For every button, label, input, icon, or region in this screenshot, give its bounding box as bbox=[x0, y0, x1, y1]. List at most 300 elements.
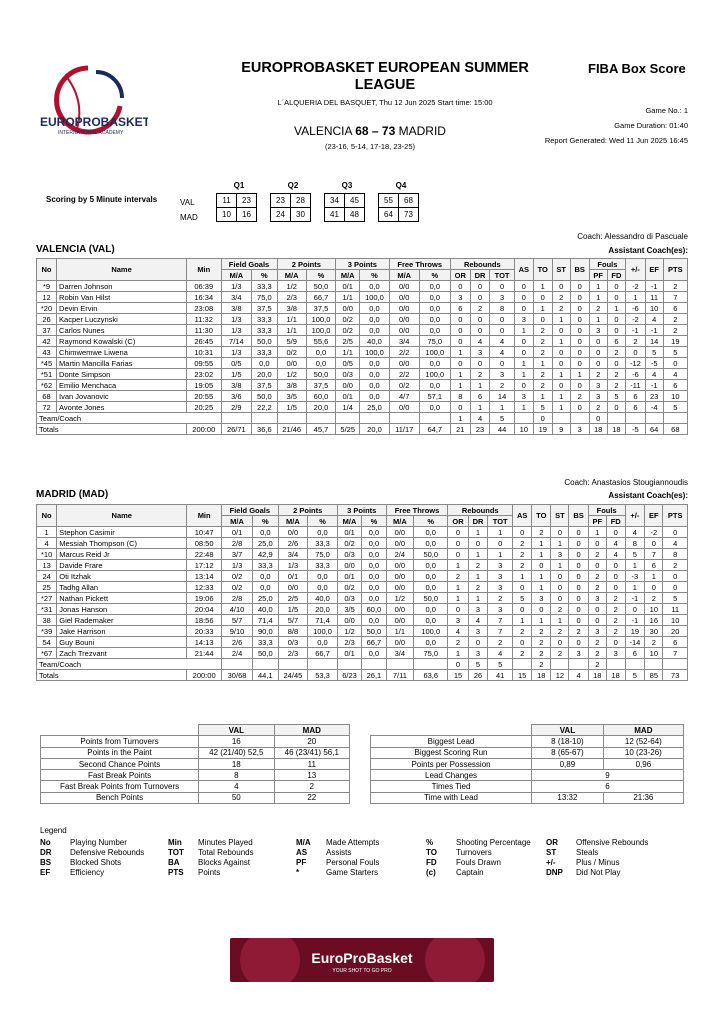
quarter-label: Q4 bbox=[395, 181, 407, 190]
stat-cell: 0 bbox=[533, 413, 552, 424]
stat-cell: 2 bbox=[589, 369, 607, 380]
stat-cell: -6 bbox=[626, 303, 646, 314]
stat-cell: 5 bbox=[625, 549, 645, 560]
stat-cell: 6 bbox=[645, 560, 663, 571]
stat-cell: 0 bbox=[468, 538, 488, 549]
stat-cell: 0 bbox=[450, 336, 470, 347]
stat-cell: 0 bbox=[607, 281, 625, 292]
mad-coach: Coach: Anastasios Stougiannoudis bbox=[564, 478, 688, 487]
legend-desc: Steals bbox=[576, 848, 599, 857]
stat-cell: 0 bbox=[514, 336, 533, 347]
legend-desc: Playing Number bbox=[70, 838, 127, 847]
stat-cell: 33,3 bbox=[253, 560, 279, 571]
stat-cell: 0,0 bbox=[362, 582, 386, 593]
stat-cell: 2 bbox=[663, 281, 687, 292]
stat-cell: 2 bbox=[490, 380, 515, 391]
player-row bbox=[37, 380, 688, 391]
stat-cell: -1 bbox=[626, 325, 646, 336]
stat-cell: 0/0 bbox=[336, 303, 360, 314]
stat-cell: 1 bbox=[532, 615, 551, 626]
total-cell: 5/25 bbox=[336, 424, 360, 435]
col-header: EF bbox=[645, 505, 663, 527]
stat-cell: 1 bbox=[448, 560, 468, 571]
stat-cell: 2 bbox=[448, 571, 468, 582]
stat-cell: 0/0 bbox=[386, 637, 413, 648]
col-header: Fouls bbox=[589, 259, 625, 270]
col-header: M/A bbox=[386, 516, 413, 527]
stat-label: Second Chance Points bbox=[41, 758, 199, 769]
stat-cell: 3/4 bbox=[221, 292, 252, 303]
stat-cell: -1 bbox=[645, 325, 663, 336]
stat-cell: 3/8 bbox=[221, 380, 252, 391]
stat-cell: 0/2 bbox=[389, 380, 419, 391]
stat-cell: 2 bbox=[663, 560, 688, 571]
stat-cell: 0 bbox=[533, 292, 552, 303]
stat-cell: 0 bbox=[569, 527, 588, 538]
stat-cell: 1 bbox=[552, 314, 570, 325]
stat-cell: 0 bbox=[551, 582, 569, 593]
stat-cell: 0,0 bbox=[414, 527, 448, 538]
player-row bbox=[37, 314, 688, 325]
total-cell: 15 bbox=[513, 670, 532, 681]
stat-cell: 3 bbox=[532, 593, 551, 604]
legend-desc: Total Rebounds bbox=[198, 848, 254, 857]
stat-cell: 1 bbox=[551, 560, 569, 571]
stat-cell: 0 bbox=[513, 582, 532, 593]
stat-cell: 0,0 bbox=[414, 582, 448, 593]
stat-cell: 23 bbox=[645, 391, 663, 402]
legend-key: OR bbox=[546, 838, 558, 847]
stat-value: 8 (18-10) bbox=[532, 736, 604, 747]
legend-desc: Blocked Shots bbox=[70, 858, 122, 867]
stat-cell: 0,0 bbox=[414, 571, 448, 582]
player-name: Emilio Menchaca bbox=[57, 380, 187, 391]
stat-cell: 1 bbox=[532, 549, 551, 560]
stat-cell: -12 bbox=[626, 358, 646, 369]
stat-cell: 0/0 bbox=[386, 571, 413, 582]
stat-cell: 3/8 bbox=[277, 303, 306, 314]
legend-key: FD bbox=[426, 858, 437, 867]
stat-cell: 1 bbox=[37, 527, 57, 538]
stat-cell: 4 bbox=[606, 549, 625, 560]
stat-cell: 0/0 bbox=[278, 582, 308, 593]
stat-cell: 7 bbox=[488, 626, 513, 637]
stat-cell: 0 bbox=[448, 527, 468, 538]
stat-label: Fast Break Points from Turnovers bbox=[41, 781, 199, 792]
stat-cell: 26 bbox=[37, 314, 57, 325]
player-name: Devin Ervin bbox=[57, 303, 187, 314]
stat-cell: *20 bbox=[37, 303, 57, 314]
stat-cell: 22:48 bbox=[187, 549, 222, 560]
stat-cell: 2 bbox=[488, 593, 513, 604]
stat-cell: 22,2 bbox=[252, 402, 277, 413]
stat-cell: 0 bbox=[514, 303, 533, 314]
stat-cell: 8 bbox=[490, 303, 515, 314]
stat-cell: 8 bbox=[450, 391, 470, 402]
stat-cell: 1 bbox=[552, 402, 570, 413]
stat-cell: 0,0 bbox=[252, 358, 277, 369]
stat-cell: 25,0 bbox=[253, 593, 279, 604]
total-cell: 41 bbox=[488, 670, 513, 681]
stat-cell: 0 bbox=[552, 347, 570, 358]
stat-cell: 2 bbox=[588, 637, 606, 648]
stat-cell: 3/4 bbox=[278, 549, 308, 560]
stat-cell: 1 bbox=[450, 380, 470, 391]
col-header: Field Goals bbox=[222, 505, 279, 516]
total-cell: -5 bbox=[626, 424, 646, 435]
stat-cell: 0/1 bbox=[337, 527, 361, 538]
interval-teams: VAL MAD bbox=[180, 198, 198, 222]
stat-cell: 5/7 bbox=[222, 615, 253, 626]
stat-cell: 100,0 bbox=[414, 626, 448, 637]
col-header: AS bbox=[514, 259, 533, 281]
stat-cell: 0,0 bbox=[362, 648, 386, 659]
stat-cell: 6 bbox=[663, 637, 688, 648]
stat-cell: 0/0 bbox=[386, 527, 413, 538]
stat-cell: 5/7 bbox=[278, 615, 308, 626]
stat-cell: 24 bbox=[37, 571, 57, 582]
player-name: Martin Mancilla Farias bbox=[57, 358, 187, 369]
col-header: M/A bbox=[278, 516, 308, 527]
stat-cell: 2 bbox=[448, 637, 468, 648]
stat-cell: 1 bbox=[533, 391, 552, 402]
stat-cell: 0 bbox=[570, 347, 589, 358]
stat-cell: 0 bbox=[663, 358, 687, 369]
stat-cell: 1 bbox=[607, 303, 625, 314]
stat-cell: 2 bbox=[588, 648, 606, 659]
stat-cell: 43 bbox=[37, 347, 57, 358]
col-header: PTS bbox=[663, 505, 688, 527]
stat-cell: 0 bbox=[663, 582, 688, 593]
stat-cell: 2 bbox=[606, 615, 625, 626]
stat-cell: -11 bbox=[626, 380, 646, 391]
stat-cell: 40,0 bbox=[308, 593, 338, 604]
totals-label: Totals bbox=[37, 424, 187, 435]
stat-cell: 7 bbox=[488, 615, 513, 626]
stat-cell: 18:56 bbox=[187, 615, 222, 626]
stat-cell: 0,0 bbox=[419, 325, 450, 336]
stat-cell: 2/6 bbox=[278, 538, 308, 549]
stat-cell: 6 bbox=[625, 648, 645, 659]
stat-cell: 5 bbox=[607, 391, 625, 402]
legend-key: EF bbox=[40, 868, 51, 877]
stat-cell: *9 bbox=[37, 281, 57, 292]
player-row bbox=[37, 281, 688, 292]
stat-cell: 20,0 bbox=[252, 369, 277, 380]
stat-cell: 71,4 bbox=[308, 615, 338, 626]
stat-cell: -14 bbox=[625, 637, 645, 648]
total-cell: 200:00 bbox=[187, 670, 222, 681]
stat-cell: 0 bbox=[490, 314, 515, 325]
team-coach-row bbox=[37, 413, 688, 424]
stat-cell: 1/3 bbox=[221, 325, 252, 336]
stat-cell: 0,0 bbox=[414, 604, 448, 615]
stat-cell: 0/0 bbox=[386, 615, 413, 626]
stat-cell: 38 bbox=[37, 615, 57, 626]
legend-key: Min bbox=[168, 838, 182, 847]
stat-cell: 23:08 bbox=[187, 303, 221, 314]
stat-cell: 0/0 bbox=[389, 325, 419, 336]
col-header: M/A bbox=[277, 270, 306, 281]
stat-label: Biggest Scoring Run bbox=[371, 747, 532, 758]
stat-cell: 4 bbox=[645, 314, 663, 325]
legend-key: * bbox=[296, 868, 300, 877]
total-cell: 63,6 bbox=[414, 670, 448, 681]
stat-cell: 0,0 bbox=[419, 281, 450, 292]
stat-cell: 2/4 bbox=[386, 549, 413, 560]
stat-cell: 09:55 bbox=[187, 358, 221, 369]
stat-cell: 0 bbox=[570, 336, 589, 347]
stat-cell: 08:50 bbox=[187, 538, 222, 549]
interval-score: 23 bbox=[237, 194, 257, 208]
stat-cell: 2 bbox=[589, 402, 607, 413]
stat-cell: 0 bbox=[588, 615, 606, 626]
stat-cell: 2 bbox=[533, 336, 552, 347]
stat-cell: 100,0 bbox=[419, 369, 450, 380]
player-name: Carlos Nunes bbox=[57, 325, 187, 336]
legend-key: TO bbox=[426, 848, 437, 857]
stat-cell: 2 bbox=[513, 549, 532, 560]
stat-cell: 0 bbox=[552, 380, 570, 391]
col-header: % bbox=[419, 270, 450, 281]
stat-cell: 20,0 bbox=[306, 402, 335, 413]
stat-cell: 1/1 bbox=[277, 325, 306, 336]
col-header: Rebounds bbox=[450, 259, 514, 270]
stat-cell: 0/0 bbox=[277, 358, 306, 369]
stat-cell: 0/5 bbox=[336, 358, 360, 369]
stat-cell: 50,0 bbox=[362, 626, 386, 637]
stat-cell: 0/0 bbox=[386, 560, 413, 571]
legend-key: PTS bbox=[168, 868, 184, 877]
stat-cell: 0,0 bbox=[253, 582, 279, 593]
stat-cell: 5/9 bbox=[277, 336, 306, 347]
col-header: % bbox=[360, 270, 389, 281]
col-header: M/A bbox=[222, 516, 253, 527]
player-row bbox=[37, 571, 688, 582]
stat-cell: 2 bbox=[470, 369, 490, 380]
player-name: Guy Bouni bbox=[57, 637, 187, 648]
legend-key: DR bbox=[40, 848, 52, 857]
col-header: Name bbox=[57, 259, 187, 281]
stat-cell: 0,0 bbox=[362, 527, 386, 538]
total-cell: 53,3 bbox=[308, 670, 338, 681]
team-stats-left bbox=[40, 724, 350, 804]
stat-cell: 37,5 bbox=[252, 380, 277, 391]
stat-cell: 100,0 bbox=[419, 347, 450, 358]
stat-cell: 2 bbox=[488, 637, 513, 648]
stat-cell: 2 bbox=[533, 325, 552, 336]
stat-cell: 3/4 bbox=[386, 648, 413, 659]
stat-cell: 0 bbox=[569, 538, 588, 549]
stat-cell: 0 bbox=[663, 571, 688, 582]
stat-cell: *45 bbox=[37, 358, 57, 369]
col-header: No bbox=[37, 259, 57, 281]
stat-cell: -1 bbox=[625, 593, 645, 604]
stat-cell: 4 bbox=[468, 615, 488, 626]
stat-cell: 13 bbox=[37, 560, 57, 571]
stat-cell: 33,3 bbox=[253, 637, 279, 648]
col-header: Field Goals bbox=[221, 259, 277, 270]
interval-score: 41 bbox=[325, 208, 345, 222]
stat-cell: 19:06 bbox=[187, 593, 222, 604]
stat-cell: 2/2 bbox=[389, 347, 419, 358]
total-cell: 24/45 bbox=[278, 670, 308, 681]
total-cell: 6/23 bbox=[337, 670, 361, 681]
stat-cell: 0/1 bbox=[336, 391, 360, 402]
stat-cell: 9/10 bbox=[222, 626, 253, 637]
team-coach-label: Team/Coach bbox=[37, 659, 222, 670]
stat-cell: 0 bbox=[645, 538, 663, 549]
stat-cell: 5 bbox=[663, 347, 687, 358]
stat-cell: 1 bbox=[589, 281, 607, 292]
player-row bbox=[37, 292, 688, 303]
val-team-name: VALENCIA (VAL) bbox=[36, 244, 115, 255]
mad-assistant: Assistant Coach(es): bbox=[608, 491, 688, 500]
stat-cell: 1 bbox=[448, 648, 468, 659]
stat-cell: 10:31 bbox=[187, 347, 221, 358]
col-header: BS bbox=[569, 505, 588, 527]
stat-cell: 75,0 bbox=[419, 336, 450, 347]
stat-value: 8 (65-67) bbox=[532, 747, 604, 758]
col-header: PTS bbox=[663, 259, 687, 281]
stat-cell: 3 bbox=[470, 347, 490, 358]
stat-cell: 0/2 bbox=[277, 347, 306, 358]
stat-cell: -6 bbox=[626, 369, 646, 380]
col-header: 3 Points bbox=[337, 505, 386, 516]
stat-cell: 0/5 bbox=[221, 358, 252, 369]
interval-score: 16 bbox=[237, 208, 257, 222]
stat-cell: 1 bbox=[552, 369, 570, 380]
stat-cell: 37 bbox=[37, 325, 57, 336]
stat-cell: 1 bbox=[450, 413, 470, 424]
stat-cell: 2/9 bbox=[221, 402, 252, 413]
stat-cell: 0,0 bbox=[414, 538, 448, 549]
stat-cell: 0,0 bbox=[362, 571, 386, 582]
stat-cell: 2/8 bbox=[222, 593, 253, 604]
legend-key: M/A bbox=[296, 838, 311, 847]
stat-cell: 3 bbox=[588, 626, 606, 637]
stat-value: 0,96 bbox=[603, 758, 683, 769]
stat-cell: 2/5 bbox=[336, 336, 360, 347]
player-row bbox=[37, 325, 688, 336]
player-name: Giel Rademaker bbox=[57, 615, 187, 626]
stat-cell: 0,0 bbox=[360, 380, 389, 391]
stat-cell: 33,3 bbox=[252, 325, 277, 336]
stat-cell: 0 bbox=[514, 292, 533, 303]
stat-cell: 1 bbox=[588, 527, 606, 538]
stat-cell: 33,3 bbox=[308, 560, 338, 571]
stat-cell: 66,7 bbox=[306, 292, 335, 303]
stat-value: 4 bbox=[199, 781, 274, 792]
stat-cell: 0 bbox=[490, 325, 515, 336]
stat-cell: 0 bbox=[552, 325, 570, 336]
stat-cell: 0,0 bbox=[360, 369, 389, 380]
mad-team-name: MADRID (MAD) bbox=[36, 489, 109, 500]
col-header: EF bbox=[645, 259, 663, 281]
total-cell: 44,1 bbox=[253, 670, 279, 681]
col-header: 3 Points bbox=[336, 259, 389, 270]
stat-cell: *39 bbox=[37, 626, 57, 637]
quarter-box bbox=[216, 193, 257, 222]
stat-cell: 1 bbox=[448, 582, 468, 593]
col-header: No bbox=[37, 505, 57, 527]
stat-cell: 19 bbox=[663, 336, 687, 347]
stat-cell: 4 bbox=[470, 413, 490, 424]
stat-cell: 1/2 bbox=[277, 369, 306, 380]
stat-cell: 1 bbox=[513, 615, 532, 626]
stat-cell: 0 bbox=[532, 604, 551, 615]
stat-cell: 0/0 bbox=[278, 527, 308, 538]
stat-cell: 1 bbox=[514, 369, 533, 380]
stat-cell: 0 bbox=[470, 314, 490, 325]
stat-cell: 2/8 bbox=[222, 538, 253, 549]
stat-cell: 0/0 bbox=[389, 292, 419, 303]
stat-cell: 06:39 bbox=[187, 281, 221, 292]
stat-cell: 8/8 bbox=[278, 626, 308, 637]
total-cell: 64,7 bbox=[419, 424, 450, 435]
legend-key: (c) bbox=[426, 868, 436, 877]
stat-cell: 11:32 bbox=[187, 314, 221, 325]
stat-cell: 50,0 bbox=[414, 549, 448, 560]
quarter-label: Q3 bbox=[341, 181, 353, 190]
stat-cell: 4 bbox=[488, 648, 513, 659]
stat-cell: 12 bbox=[37, 292, 57, 303]
col-header: % bbox=[308, 516, 338, 527]
stat-cell: 2/3 bbox=[277, 292, 306, 303]
stat-cell: 10 bbox=[663, 391, 687, 402]
stat-cell: 3 bbox=[488, 604, 513, 615]
stat-cell: 1 bbox=[468, 549, 488, 560]
stat-cell: 0,0 bbox=[360, 358, 389, 369]
stat-cell: 5 bbox=[645, 347, 663, 358]
stat-cell: 3 bbox=[514, 391, 533, 402]
player-row bbox=[37, 615, 688, 626]
stat-value: 13:32 bbox=[532, 792, 604, 803]
stat-cell: 57,1 bbox=[419, 391, 450, 402]
stat-cell: 0 bbox=[513, 637, 532, 648]
stat-cell: 20:04 bbox=[187, 604, 222, 615]
col-header: AS bbox=[513, 505, 532, 527]
stat-cell: 90,0 bbox=[253, 626, 279, 637]
stat-cell: 0/1 bbox=[337, 648, 361, 659]
svg-text:YOUR SHOT TO GO PRO: YOUR SHOT TO GO PRO bbox=[332, 968, 392, 974]
stat-cell: 1 bbox=[533, 358, 552, 369]
stat-label: Time with Lead bbox=[371, 792, 532, 803]
stat-value: 9 bbox=[532, 770, 684, 781]
stat-cell: 0 bbox=[570, 402, 589, 413]
legend-key: No bbox=[40, 838, 51, 847]
stat-cell: 1 bbox=[532, 582, 551, 593]
total-cell: 200:00 bbox=[187, 424, 221, 435]
legend-desc: Turnovers bbox=[456, 848, 492, 857]
stat-cell: 33,3 bbox=[308, 538, 338, 549]
stat-cell: 0/0 bbox=[337, 560, 361, 571]
intervals-label: Scoring by 5 Minute intervals bbox=[46, 195, 158, 204]
stat-cell: 6 bbox=[450, 303, 470, 314]
stat-cell: 7/14 bbox=[221, 336, 252, 347]
player-row bbox=[37, 369, 688, 380]
svg-text:INTERNATIONAL ACADEMY: INTERNATIONAL ACADEMY bbox=[58, 130, 124, 136]
player-row bbox=[37, 402, 688, 413]
stat-cell: 1/1 bbox=[386, 626, 413, 637]
total-cell: 19 bbox=[533, 424, 552, 435]
stat-cell: 0 bbox=[468, 637, 488, 648]
val-assistant: Assistant Coach(es): bbox=[608, 246, 688, 255]
stat-cell: 0 bbox=[606, 637, 625, 648]
col-header: % bbox=[362, 516, 386, 527]
total-cell: 11/17 bbox=[389, 424, 419, 435]
stat-cell: 5 bbox=[663, 402, 687, 413]
